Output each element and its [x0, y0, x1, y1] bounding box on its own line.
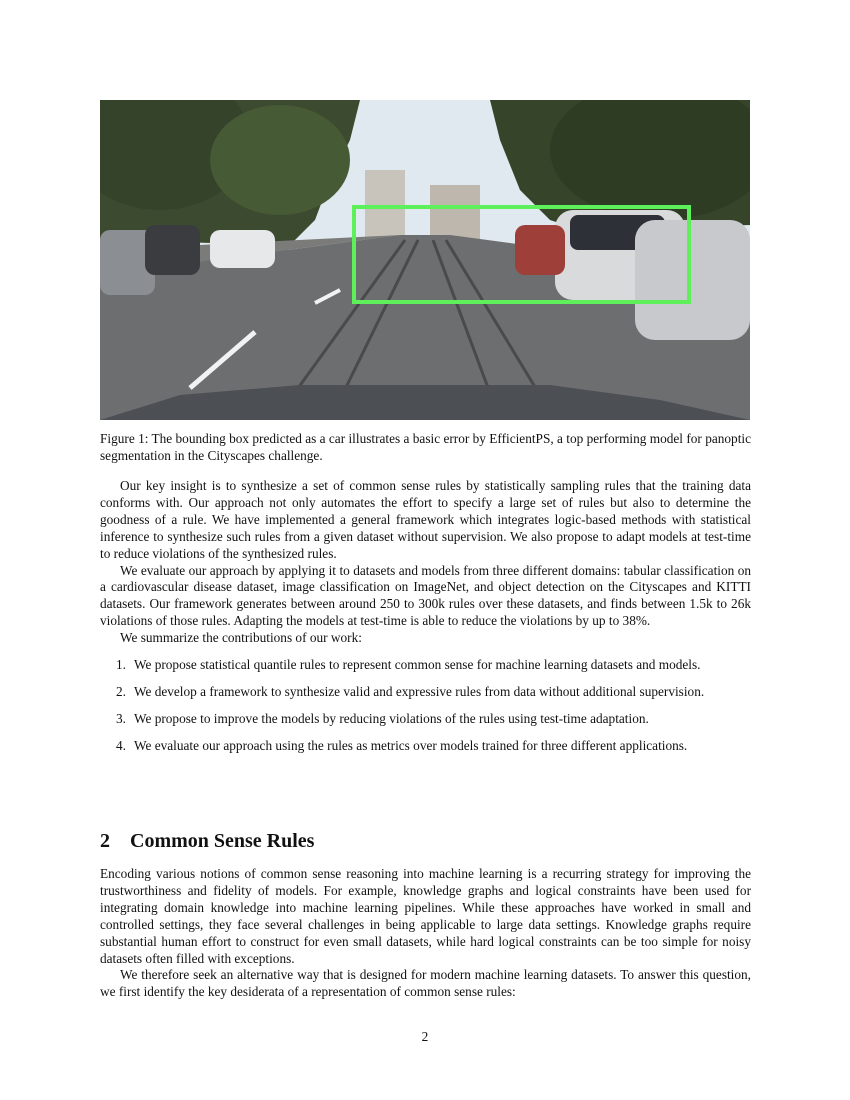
paragraph: We summarize the contributions of our work: [120, 630, 362, 646]
section-number: 2 [100, 830, 110, 852]
figure-street-scene [100, 100, 750, 420]
list-item [100, 657, 751, 674]
body-text [100, 478, 751, 765]
car-right [515, 225, 565, 275]
building [430, 185, 480, 240]
list-text: We develop a framework to synthesize valid and expressive rules from data without additional supervision. [134, 683, 705, 699]
list-number: 3. [116, 710, 126, 726]
paragraph: We evaluate our approach by applying it to datasets and models from three different domains: tabular classification on a cardiovascular disease dataset, image classification on ImageNet, and object detection on the Cityscapes and KITTI datasets. Our framework generates between around 250 to 300k rules over these datasets, and finds between 1.5k to 26k violations of those rules. Adapting the models at test-time is able to reduce the violations by up to 38%. [100, 562, 751, 629]
car-left [145, 225, 200, 275]
list-text: We propose to improve the models by reducing violations of the rules using test-time adaptation. [134, 710, 649, 726]
car-right [635, 220, 750, 340]
contributions-list [100, 657, 751, 755]
figure-caption: Figure 1: The bounding box predicted as a car illustrates a basic error by EfficientPS, a top performing model for panoptic segmentation in the Cityscapes challenge. [100, 431, 751, 463]
list-text: We propose statistical quantile rules to represent common sense for machine learning datasets and models. [134, 657, 701, 673]
list-text: We evaluate our approach using the rules as metrics over models trained for three different applications. [134, 737, 688, 753]
list-item [100, 684, 751, 701]
paragraph: We therefore seek an alternative way that is designed for modern machine learning datasets. To answer this question, we first identify the key desiderata of a representation of common sense rules: [100, 967, 751, 1000]
street-scene-illustration [100, 100, 750, 420]
list-number: 2. [116, 683, 126, 699]
page-number: 2 [421, 1029, 429, 1044]
section-title: Common Sense Rules [130, 830, 315, 852]
section-heading [100, 830, 314, 853]
section-body [100, 866, 751, 1001]
car-left [210, 230, 275, 268]
paragraph: Encoding various notions of common sense reasoning into machine learning is a recurring strategy for improving the trustworthiness and fidelity of models. For example, knowledge graphs and logical constraints have been used for integrating domain knowledge into machine learning pipelines. While these approaches have worked in small and controlled settings, they face several challenges in being applicable to large data settings. Knowledge graphs require substantial human effort to construct for even small datasets, while hard logical constraints can be too simple for noisy datasets often filled with exceptions. [100, 866, 751, 966]
paragraph: Our key insight is to synthesize a set of common sense rules by statistically sampling rules that the training data conforms with. Our approach not only automates the effort to specify a large set of rules but also to determine the goodness of a rule. We have implemented a general framework which integrates logic-based methods with statistical inference to synthesize such rules from a given dataset without supervision. We also propose to adapt models at test-time to reduce violations of the synthesized rules. [100, 478, 751, 561]
list-item [100, 711, 751, 728]
tree-canopy [210, 105, 350, 215]
list-item [100, 738, 751, 755]
list-number: 4. [116, 737, 126, 753]
list-number: 1. [116, 657, 126, 673]
